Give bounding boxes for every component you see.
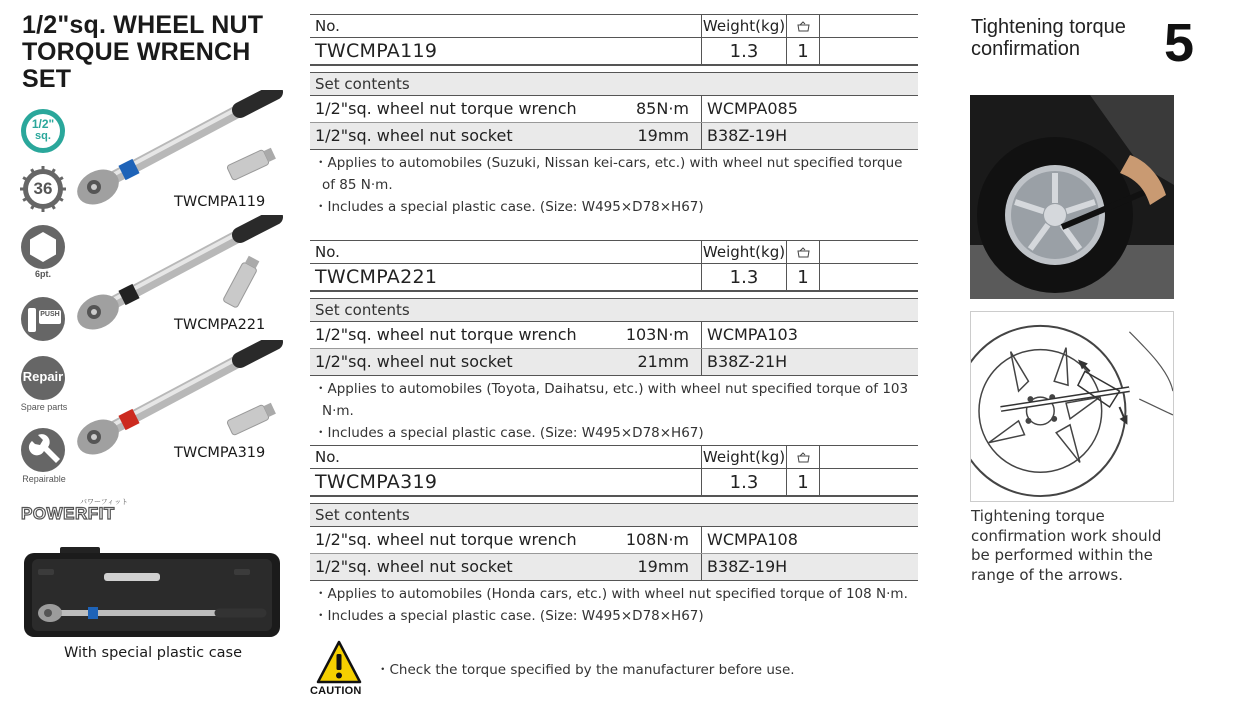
tire-photo <box>970 95 1174 299</box>
product-weight: 1.3 <box>701 264 786 290</box>
warning-icon <box>316 640 362 684</box>
torque-wrench-illustration-3 <box>70 340 290 460</box>
item-name: 1/2"sq. wheel nut socket <box>315 126 513 145</box>
sq-size-icon <box>20 108 66 154</box>
repair-caption: Spare parts <box>20 402 68 412</box>
section-caption: Tightening torque confirmation work should be performed within the range of the arrows. <box>971 507 1162 584</box>
item-value: 108N·m <box>625 530 689 549</box>
set-contents-label: Set contents <box>310 72 918 96</box>
caution-note: ・Check the torque specified by the manufacturer before use. <box>376 662 795 678</box>
note-applies: ・Applies to automobiles (Honda cars, etc.) with wheel nut specified torque of 108 N·m. <box>314 586 908 602</box>
set-item-row <box>310 349 918 376</box>
page-title: 1/2"sq. WHEEL NUT TORQUE WRENCH SET <box>22 11 264 93</box>
product-qty: 1 <box>786 38 820 64</box>
gear-icon <box>20 166 66 212</box>
product-number: TWCMPA319 <box>315 471 438 493</box>
set-item-row <box>310 527 918 554</box>
product-qty: 1 <box>786 264 820 290</box>
product-weight: 1.3 <box>701 469 786 495</box>
torque-wrench-illustration-1 <box>70 90 290 210</box>
item-part-number: B38Z-21H <box>701 349 918 375</box>
set-contents-label: Set contents <box>310 503 918 527</box>
hex-icon <box>20 224 66 284</box>
section-title: Tightening torque confirmation <box>971 16 1126 60</box>
weight-header: Weight(kg) <box>702 448 786 466</box>
tool-label-1: TWCMPA119 <box>174 194 266 210</box>
item-name: 1/2"sq. wheel nut socket <box>315 557 513 576</box>
case-caption: With special plastic case <box>64 645 243 661</box>
item-part-number: B38Z-19H <box>701 123 918 149</box>
brand-logo-sub: パワーフィット <box>80 498 129 506</box>
item-name: 1/2"sq. wheel nut socket <box>315 352 513 371</box>
brand-logo: POWERFIT <box>21 504 115 523</box>
item-name: 1/2"sq. wheel nut torque wrench <box>315 99 577 118</box>
sq-badge-bottom: sq. <box>35 130 51 142</box>
product-number: TWCMPA119 <box>315 40 438 62</box>
product-block-1 <box>310 14 918 218</box>
item-part-number: WCMPA103 <box>701 322 918 348</box>
product-number: TWCMPA221 <box>315 266 438 288</box>
plastic-case-image <box>24 547 280 639</box>
no-header: No. <box>315 448 340 466</box>
bag-icon <box>786 241 820 263</box>
no-header: No. <box>315 17 340 35</box>
tool-label-3: TWCMPA319 <box>174 445 266 461</box>
set-contents-label: Set contents <box>310 298 918 322</box>
push-button-icon <box>20 296 66 342</box>
repair-icon <box>20 355 66 415</box>
set-item-row <box>310 96 918 123</box>
note-case: ・Includes a special plastic case. (Size: W495×D78×H67) <box>314 608 704 624</box>
notes <box>310 152 918 218</box>
set-item-row <box>310 554 918 581</box>
item-value: 21mm <box>637 352 689 371</box>
item-name: 1/2"sq. wheel nut torque wrench <box>315 325 577 344</box>
weight-header: Weight(kg) <box>702 243 786 261</box>
gear-badge-number: 36 <box>33 179 53 198</box>
item-part-number: WCMPA108 <box>701 527 918 553</box>
repair-badge-text: Repair <box>22 369 64 384</box>
repairable-caption: Repairable <box>22 474 66 484</box>
item-value: 85N·m <box>636 99 689 118</box>
wrench-icon <box>20 427 66 487</box>
bag-icon <box>786 15 820 37</box>
product-block-3 <box>310 445 918 627</box>
note-applies: ・Applies to automobiles (Toyota, Daihatsu, etc.) with wheel nut specified torque of 103 N·m. <box>314 381 909 419</box>
no-header: No. <box>315 243 340 261</box>
note-applies: ・Applies to automobiles (Suzuki, Nissan kei-cars, etc.) with wheel nut specified torque of 85 N·m. <box>314 155 903 193</box>
item-name: 1/2"sq. wheel nut torque wrench <box>315 530 577 549</box>
product-row <box>310 469 918 497</box>
set-item-row <box>310 123 918 150</box>
item-part-number: B38Z-19H <box>701 554 918 580</box>
item-value: 19mm <box>637 557 689 576</box>
item-value: 19mm <box>637 126 689 145</box>
bag-icon <box>786 446 820 468</box>
push-badge-text: PUSH <box>40 311 60 318</box>
product-row <box>310 38 918 66</box>
caution-label: CAUTION <box>310 685 362 697</box>
tire-diagram <box>970 311 1174 502</box>
item-part-number: WCMPA085 <box>701 96 918 122</box>
table-header-row <box>310 240 918 264</box>
note-case: ・Includes a special plastic case. (Size: W495×D78×H67) <box>314 425 704 441</box>
set-item-row <box>310 322 918 349</box>
hex-caption: 6pt. <box>34 269 51 279</box>
weight-header: Weight(kg) <box>702 17 786 35</box>
table-header-row <box>310 14 918 38</box>
table-header-row <box>310 445 918 469</box>
item-value: 103N·m <box>625 325 689 344</box>
note-case: ・Includes a special plastic case. (Size: W495×D78×H67) <box>314 199 704 215</box>
section-number: 5 <box>1164 13 1195 73</box>
tool-label-2: TWCMPA221 <box>174 317 266 333</box>
product-weight: 1.3 <box>701 38 786 64</box>
product-row <box>310 264 918 292</box>
notes <box>310 378 918 444</box>
product-qty: 1 <box>786 469 820 495</box>
product-block-2 <box>310 240 918 444</box>
sq-badge-top: 1/2" <box>31 117 55 131</box>
notes <box>310 583 918 627</box>
